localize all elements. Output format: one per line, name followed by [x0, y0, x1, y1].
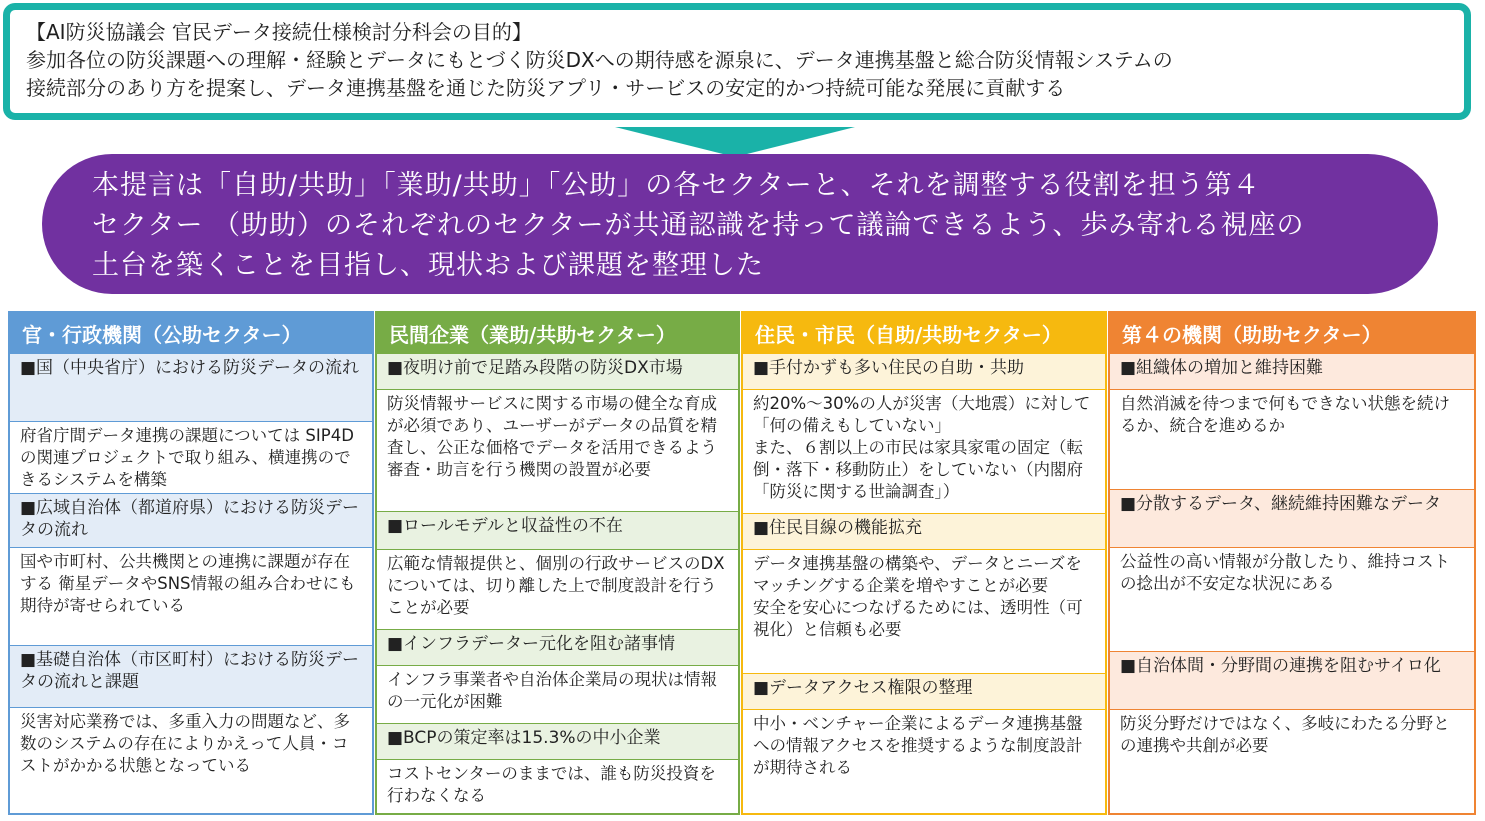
column-residents	[741, 311, 1107, 815]
section-body: 公益性の高い情報が分散したり、維持コストの捻出が不安定な状況にある	[1110, 547, 1474, 651]
section-body: 国や市町村、公共機関との連携に課題が存在する 衛星データやSNS情報の組み合わせにも期待が寄せられている	[10, 547, 372, 645]
section-heading: ■BCPの策定率は15.3%の中小企業	[377, 723, 738, 759]
section-heading: ■組織体の増加と維持困難	[1110, 353, 1474, 389]
section-body: データ連携基盤の構築や、データとニーズをマッチングする企業を増やすことが必要 安全を安心につなげるためには、透明性（可視化）と信頼も必要	[743, 549, 1105, 673]
proposal-box	[42, 154, 1438, 294]
column-header: 官・行政機関（公助セクター）	[10, 313, 372, 353]
purpose-title: 【AI防災協議会 官民データ接続仕様検討分科会の目的】	[26, 20, 532, 44]
section-heading: ■基礎自治体（市区町村）における防災データの流れと課題	[10, 645, 372, 707]
purpose-line: 接続部分のあり方を提案し、データ連携基盤を通じた防災アプリ・サービスの安定的かつ持続可能な発展に貢献する	[26, 76, 1066, 100]
section-heading: ■分散するデータ、継続維持困難なデータ	[1110, 489, 1474, 547]
column-header: 第４の機関（助助セクター）	[1110, 313, 1474, 353]
section-heading: ■ロールモデルと収益性の不在	[377, 511, 738, 549]
section-body: 府省庁間データ連携の課題については SIP4Dの関連プロジェクトで取り組み、横連携のできるシステムを構築	[10, 421, 372, 493]
section-heading: ■広域自治体（都道府県）における防災データの流れ	[10, 493, 372, 547]
proposal-line: 本提言は「自助/共助」「業助/共助」「公助」の各セクターと、それを調整する役割を担う第４	[92, 170, 1261, 201]
proposal-line: 土台を築くことを目指し、現状および課題を整理した	[92, 250, 764, 281]
section-body: コストセンターのままでは、誰も防災投資を行わなくなる	[377, 759, 738, 813]
section-body: 災害対応業務では、多重入力の問題など、多数のシステムの存在によりかえって人員・コストがかかる状態となっている	[10, 707, 372, 813]
column-header: 住民・市民（自助/共助セクター）	[743, 313, 1105, 353]
section-body: 中小・ベンチャー企業によるデータ連携基盤への情報アクセスを推奨するような制度設計が期待される	[743, 709, 1105, 813]
section-heading: ■住民目線の機能拡充	[743, 513, 1105, 549]
section-body: 自然消滅を待つまで何もできない状態を続けるか、統合を進めるか	[1110, 389, 1474, 489]
column-private-companies	[375, 311, 740, 815]
section-body: 広範な情報提供と、個別の行政サービスのDXについては、切り離した上で制度設計を行うことが必要	[377, 549, 738, 629]
section-body: 約20%～30%の人が災害（大地震）に対して「何の備えもしていない」 また、６割以上の市民は家具家電の固定（転倒・落下・移動防止）をしていない（内閣府「防災に関する世論調査」）	[743, 389, 1105, 513]
column-header: 民間企業（業助/共助セクター）	[377, 313, 738, 353]
section-body: インフラ事業者や自治体企業局の現状は情報の一元化が困難	[377, 665, 738, 723]
proposal-line: セクター （助助）のそれぞれのセクターが共通認識を持って議論できるよう、歩み寄れる視座の	[92, 210, 1305, 241]
column-government	[8, 311, 374, 815]
down-arrow-icon	[615, 127, 855, 157]
section-heading: ■夜明け前で足踏み段階の防災DX市場	[377, 353, 738, 389]
column-fourth-sector	[1108, 311, 1476, 815]
purpose-box	[3, 3, 1471, 120]
section-heading: ■インフラデーター元化を阻む諸事情	[377, 629, 738, 665]
section-body: 防災情報サービスに関する市場の健全な育成が必須であり、ユーザーがデータの品質を精査し、公正な価格でデータを活用できるよう審査・助言を行う機関の設置が必要	[377, 389, 738, 511]
section-body: 防災分野だけではなく、多岐にわたる分野との連携や共創が必要	[1110, 709, 1474, 813]
section-heading: ■自治体間・分野間の連携を阻むサイロ化	[1110, 651, 1474, 709]
section-heading: ■データアクセス権限の整理	[743, 673, 1105, 709]
purpose-line: 参加各位の防災課題への理解・経験とデータにもとづく防災DXへの期待感を源泉に、データ連携基盤と総合防災情報システムの	[26, 48, 1173, 72]
section-heading: ■国（中央省庁）における防災データの流れ	[10, 353, 372, 421]
section-heading: ■手付かずも多い住民の自助・共助	[743, 353, 1105, 389]
